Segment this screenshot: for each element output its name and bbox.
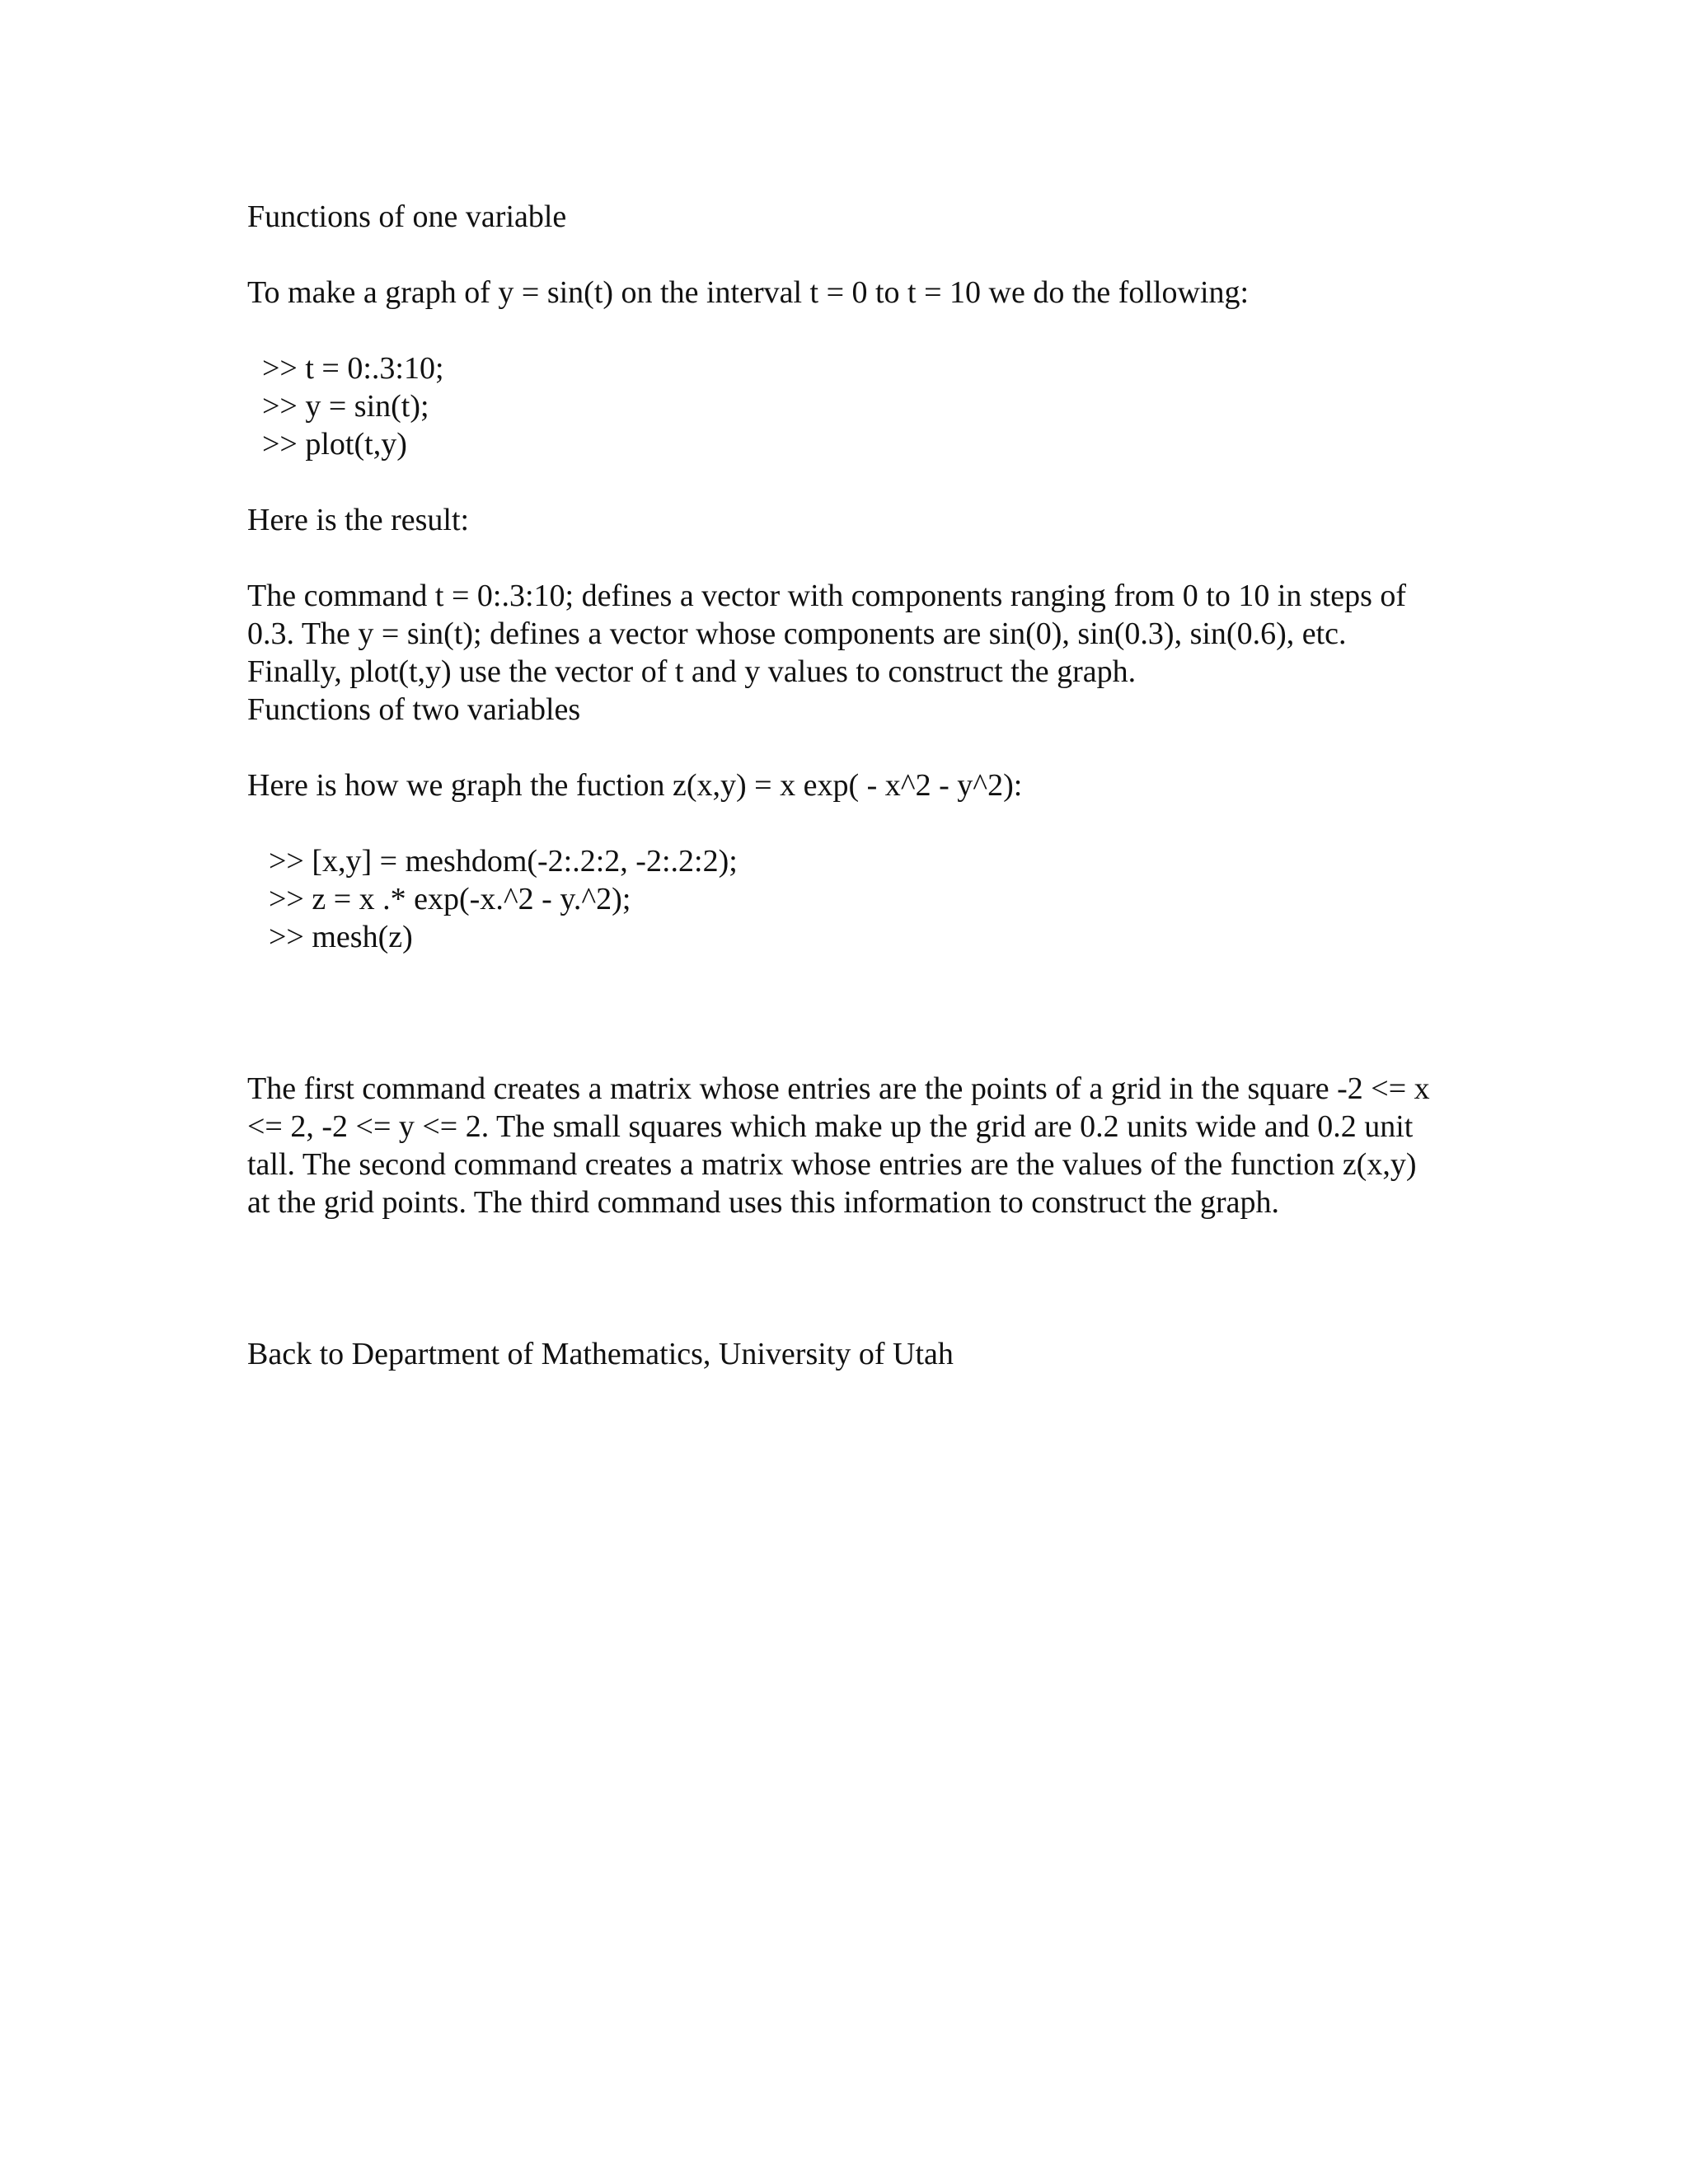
explanation-paragraph-two-variables: The first command creates a matrix whose entries are the points of a grid in the square -2 <= x <= 2, -2 <= y <= 2. The small squares which make up the grid are 0.2 units wide and 0.2 unit tall. The second command creates a matrix whose entries are the values of the function z(x,y) at the grid points. The third command uses this information to construct the graph. [247, 1071, 1430, 1220]
code-line: >> z = x .* exp(-x.^2 - y.^2); [269, 882, 631, 916]
code-line: >> mesh(z) [269, 920, 413, 954]
section-heading-two-variables: Functions of two variables [247, 692, 581, 727]
code-line: >> plot(t,y) [262, 427, 407, 462]
result-label: Here is the result: [247, 503, 470, 537]
section-heading-one-variable: Functions of one variable [247, 199, 567, 234]
section-intro-two-variables: Here is how we graph the fuction z(x,y) = x exp( - x^2 - y^2): [247, 768, 1023, 803]
code-line: >> y = sin(t); [262, 389, 429, 424]
back-link-line [247, 1335, 954, 1373]
code-line: >> [x,y] = meshdom(-2:.2:2, -2:.2:2); [269, 844, 738, 879]
back-to-department-link[interactable]: Back to Department of Mathematics, University of Utah [247, 1337, 954, 1371]
section-intro-one-variable: To make a graph of y = sin(t) on the interval t = 0 to t = 10 we do the following: [247, 275, 1250, 310]
explanation-paragraph-one-variable: The command t = 0:.3:10; defines a vector with components ranging from 0 to 10 in steps of 0.3. The y = sin(t); defines a vector whose components are sin(0), sin(0.3), sin(0.6), etc. Finally, plot(t,y) use the vector of t and y values to construct the graph. [247, 579, 1407, 689]
code-line: >> t = 0:.3:10; [262, 351, 444, 386]
